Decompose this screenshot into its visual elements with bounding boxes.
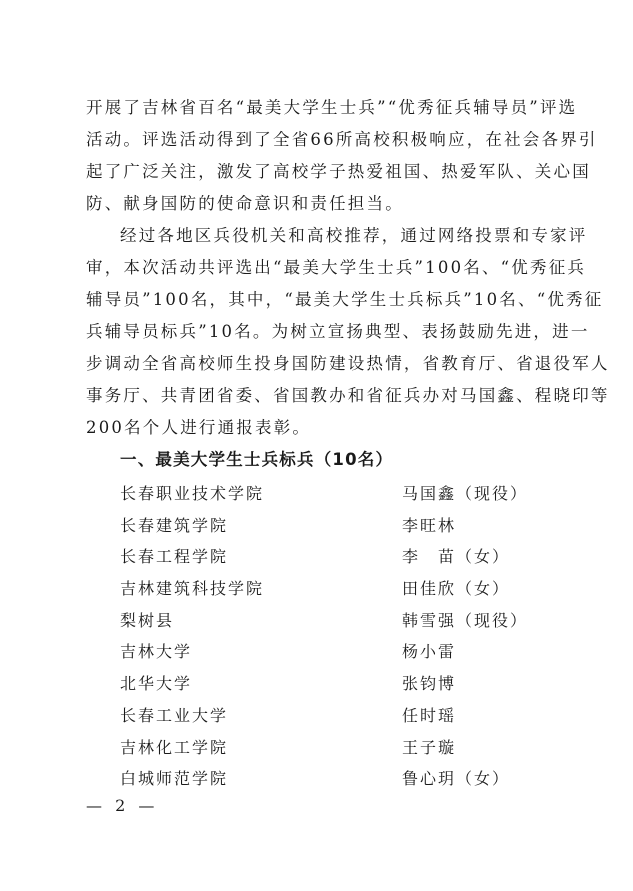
honoree-org: 白城师范学院 bbox=[120, 769, 229, 789]
list-item bbox=[120, 605, 540, 637]
honoree-org: 北华大学 bbox=[120, 674, 193, 694]
honoree-name: 杨小雷 bbox=[402, 642, 457, 662]
honoree-name: 张钧博 bbox=[402, 674, 457, 694]
text-line: 事务厅、共青团省委、省国教办和省征兵办对马国鑫、程晓印等 bbox=[86, 386, 610, 405]
paragraph-2 bbox=[86, 220, 610, 444]
section-heading: 一、最美大学生士兵标兵（10名） bbox=[120, 450, 394, 469]
list-item bbox=[120, 573, 540, 605]
text-line: 辅导员”100名，其中，“最美大学生士兵标兵”10名、“优秀征 bbox=[86, 290, 604, 309]
list-item bbox=[120, 636, 540, 668]
text-line: 步调动全省高校师生投身国防建设热情，省教育厅、省退役军人 bbox=[86, 354, 610, 373]
honoree-name: 任时瑶 bbox=[402, 705, 457, 725]
list-item bbox=[120, 510, 540, 542]
text-line: 防、献身国防的使命意识和责任担当。 bbox=[86, 194, 404, 213]
honoree-org: 长春工程学院 bbox=[120, 547, 229, 567]
honoree-org: 长春工业大学 bbox=[120, 705, 229, 725]
honoree-org: 吉林建筑科技学院 bbox=[120, 579, 265, 599]
honoree-list bbox=[120, 478, 540, 795]
honoree-name: 李旺林 bbox=[402, 515, 457, 535]
list-item bbox=[120, 668, 540, 700]
text-line: 兵辅导员标兵”10名。为树立宣扬典型、表扬鼓励先进，进一 bbox=[86, 322, 590, 341]
paragraph-1 bbox=[86, 92, 598, 220]
list-item bbox=[120, 541, 540, 573]
text-line: 起了广泛关注，激发了高校学子热爱祖国、热爱军队、关心国 bbox=[86, 162, 591, 181]
page-number: — 2 — bbox=[86, 796, 159, 815]
list-item bbox=[120, 700, 540, 732]
text-line: 审，本次活动共评选出“最美大学生士兵”100名、“优秀征兵 bbox=[86, 258, 587, 277]
list-item bbox=[120, 763, 540, 795]
list-item bbox=[120, 732, 540, 764]
honoree-name: 韩雪强（现役） bbox=[402, 610, 529, 630]
list-item bbox=[120, 478, 540, 510]
text-line: 活动。评选活动得到了全省66所高校积极响应，在社会各界引 bbox=[86, 130, 598, 149]
text-line: 200名个人进行通报表彰。 bbox=[86, 418, 312, 437]
text-line: 开展了吉林省百名“最美大学生士兵”“优秀征兵辅导员”评选 bbox=[86, 98, 578, 117]
honoree-org: 长春职业技术学院 bbox=[120, 484, 265, 503]
honoree-name: 王子璇 bbox=[402, 737, 457, 757]
text-line: 经过各地区兵役机关和高校推荐，通过网络投票和专家评 bbox=[120, 226, 588, 245]
honoree-name: 李 苗（女） bbox=[402, 547, 511, 567]
honoree-name: 田佳欣（女） bbox=[402, 579, 511, 599]
honoree-org: 长春建筑学院 bbox=[120, 515, 229, 535]
honoree-name: 马国鑫（现役） bbox=[402, 484, 529, 503]
honoree-org: 吉林化工学院 bbox=[120, 737, 229, 757]
honoree-org: 吉林大学 bbox=[120, 642, 193, 662]
honoree-org: 梨树县 bbox=[120, 610, 175, 630]
honoree-name: 鲁心玥（女） bbox=[402, 769, 511, 789]
